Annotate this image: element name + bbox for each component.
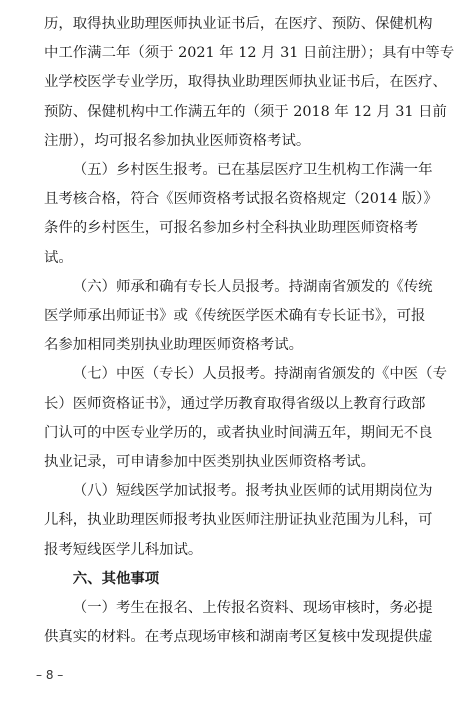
paragraph-qualification-continuation: [44, 10, 454, 156]
text-line: 长）医师资格证书》，通过学历教育取得省级以上教育行政部: [44, 395, 426, 412]
text-line: （七）中医（专长）人员报考。持湖南省颁发的《中医（专: [72, 366, 447, 383]
paragraph-apprenticeship: [44, 273, 433, 361]
text-line: 执业记录，可申请参加中医类别执业医师资格考试。: [44, 454, 375, 471]
text-line: 门认可的中医专业学历的，或者执业时间满五年，期间无不良: [44, 424, 433, 441]
paragraph-other-matters-1: [44, 594, 433, 652]
text-line: 注册），均可报名参加执业医师资格考试。: [44, 132, 311, 149]
paragraph-village-doctor: [44, 156, 438, 273]
text-line: （六）师承和确有专长人员报考。持湖南省颁发的《传统: [72, 278, 433, 295]
text-line: （八）短线医学加试报考。报考执业医师的试用期岗位为: [72, 483, 433, 500]
page-number: – 8 –: [36, 668, 64, 682]
text-line: 儿科，执业助理医师报考执业医师注册证执业范围为儿科，可: [44, 512, 433, 529]
text-line: （五）乡村医生报考。已在基层医疗卫生机构工作满一年: [72, 162, 433, 179]
text-line: 业学校医学专业学历，取得执业助理医师执业证书后，在医疗、: [44, 74, 447, 91]
text-line: 且考核合格，符合《医师资格考试报名资格规定（2014 版）》: [44, 191, 438, 208]
paragraph-tcm-specialty: [44, 360, 447, 477]
text-line: 条件的乡村医生，可报名参加乡村全科执业助理医师资格考: [44, 220, 419, 237]
text-line: 名参加相同类别执业助理医师资格考试。: [44, 337, 304, 354]
text-line: （一）考生在报名、上传报名资料、现场审核时，务必提: [72, 600, 433, 617]
text-line: 试。: [44, 249, 73, 266]
text-line: 预防、保健机构中工作满五年的（须于 2018 年 12 月 31 日前: [44, 103, 447, 120]
text-line: 中工作满二年（须于 2021 年 12 月 31 日前注册）；具有中等专: [44, 45, 454, 62]
text-line: 报考短线医学儿科加试。: [44, 541, 203, 558]
section-heading: 六、其他事项: [72, 570, 160, 587]
paragraph-pediatrics-extra-exam: [44, 477, 433, 565]
text-line: 历，取得执业助理医师执业证书后，在医疗、预防、保健机构: [44, 16, 433, 32]
text-line: 供真实的材料。在考点现场审核和湖南考区复核中发现提供虚: [44, 629, 433, 646]
text-line: 医学师承出师证书》或《传统医学医术确有专长证书》，可报: [44, 308, 426, 325]
